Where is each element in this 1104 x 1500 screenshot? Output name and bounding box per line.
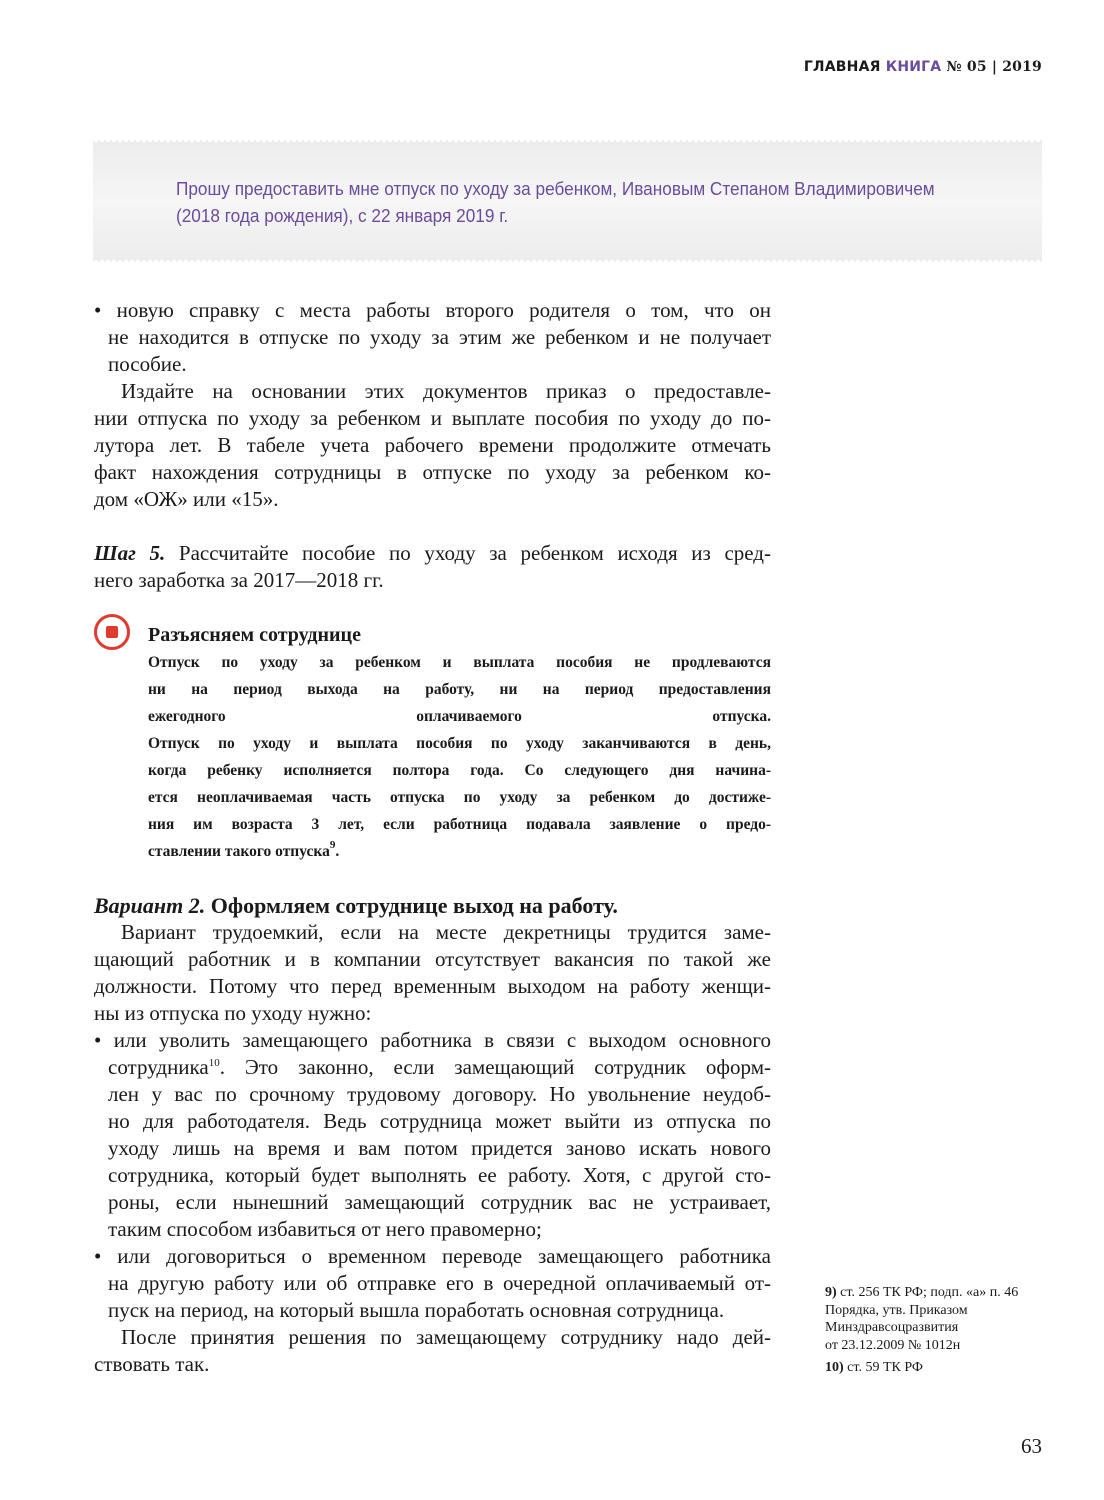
footnote-number: 9) <box>825 1285 837 1300</box>
text-line: Вариант трудоемкий, если на месте декретницы трудится заме- <box>121 920 771 944</box>
text-line: Издайте на основании этих документов приказ о предоставле- <box>121 379 771 403</box>
text-line: сотрудника, который будет выполнять ее работу. Хотя, с другой сто- <box>108 1163 771 1187</box>
footnote-ref[interactable]: 10 <box>208 1057 220 1069</box>
info-stop-icon <box>94 614 130 650</box>
variant-label: Вариант 2. <box>94 893 206 918</box>
text-line: роны, если нынешний замещающий сотрудник вас не устраивает, <box>108 1190 771 1214</box>
body-text-bottom <box>94 892 771 1378</box>
step-label: Шаг 5. <box>94 541 166 565</box>
body-text-top <box>94 297 771 594</box>
text-line: на другую работу или об отправке его в очередной оплачиваемый от- <box>108 1271 771 1295</box>
text: . Это законно, если замещающий сотрудник оформ- <box>219 1055 771 1079</box>
variant-heading <box>94 892 771 919</box>
paragraph <box>94 378 771 513</box>
brand-part1: ГЛАВНАЯ <box>803 59 881 75</box>
text-line: таким способом избавиться от него правомерно; <box>108 1217 542 1241</box>
text-line: ны из отпуска по уходу нужно: <box>94 1001 372 1025</box>
text-line: ния им возраста 3 лет, если работница подавала заявление о предо- <box>148 816 771 833</box>
text-line: уходу лишь на время и вам потом придется заново искать нового <box>108 1136 771 1160</box>
issue-number: № 05 | 2019 <box>946 59 1042 75</box>
text-line: не находится в отпуске по уходу за этим же ребенком и не получает <box>108 325 771 349</box>
step-5-line: него заработка за 2017—2018 гг. <box>94 568 384 592</box>
step-text: Рассчитайте пособие по уходу за ребенком исходя из сред- <box>165 541 771 565</box>
sample-statement-text <box>176 175 935 229</box>
paragraph <box>94 1324 771 1378</box>
text-line: • новую справку с места работы второго родителя о том, что он <box>94 298 771 322</box>
text-line <box>94 1054 771 1081</box>
text-line: щающий работник и в компании отсутствует вакансия по такой же <box>94 947 771 971</box>
statement-line: (2018 года рождения), с 22 января 2019 г. <box>176 205 509 226</box>
footnotes <box>825 1284 1045 1377</box>
footnote-number: 10) <box>825 1360 844 1375</box>
footnote-text: от 23.12.2009 № 1012н <box>825 1337 961 1353</box>
running-header <box>804 59 1042 75</box>
callout-line <box>148 838 771 865</box>
paragraph <box>94 919 771 1027</box>
footnote-text: ст. 59 ТК РФ <box>843 1360 923 1375</box>
text-line: но для работодателя. Ведь сотрудница может выйти из отпуска по <box>108 1109 771 1133</box>
text-line: пособие. <box>108 352 187 376</box>
text-line: лутора лет. В табеле учета рабочего времени продолжите отмечать <box>94 433 771 457</box>
text-line: нии отпуска по уходу за ребенком и выплате пособия по уходу до по- <box>94 406 771 430</box>
statement-line: Прошу предоставить мне отпуск по уходу за ребенком, Ивановым Степаном Владимировичем <box>176 178 935 199</box>
callout-text: ставлении такого отпуска <box>148 843 330 860</box>
text-line: дом «ОЖ» или «15». <box>94 487 279 511</box>
page-number: 63 <box>1021 1434 1042 1458</box>
brand-part2: КНИГА <box>885 59 942 75</box>
text-line: лен у вас по срочному трудовому договору. Но увольнение неудоб- <box>108 1082 771 1106</box>
text-line: ежегодного оплачиваемого отпуска. <box>148 708 771 725</box>
callout-title: Разъясняем сотруднице <box>148 624 361 646</box>
text-line: ствовать так. <box>94 1352 210 1376</box>
callout-text: . <box>335 843 340 860</box>
text-line: Отпуск по уходу и выплата пособия по уходу заканчиваются в день, <box>148 735 771 752</box>
footnote-text: ст. 256 ТК РФ; подп. «а» п. 46 <box>836 1285 1019 1300</box>
paragraph <box>94 1081 771 1243</box>
sample-statement-box <box>93 140 1042 262</box>
text-line: факт нахождения сотрудницы в отпуске по уходу за ребенком ко- <box>94 460 771 484</box>
footnote-text: Минздравсоцразвития <box>825 1320 959 1335</box>
explain-callout <box>148 622 771 865</box>
paragraph <box>148 649 771 838</box>
footnote-ref[interactable]: 9 <box>329 839 336 851</box>
variant-title: Оформляем сотруднице выход на работу. <box>205 893 618 918</box>
step-5-line <box>94 540 771 567</box>
text: сотрудника <box>108 1055 209 1079</box>
text-line: Отпуск по уходу за ребенком и выплата пособия не продлеваются <box>148 654 771 671</box>
paragraph <box>94 1243 771 1324</box>
text-line: • или договориться о временном переводе замещающего работника <box>94 1244 771 1268</box>
text-line: когда ребенку исполняется полтора года. Со следующего дня начина- <box>148 762 771 779</box>
footnote-9 <box>825 1284 1045 1354</box>
text-line: ни на период выхода на работу, ни на период предоставления <box>148 681 771 698</box>
text-line: После принятия решения по замещающему сотруднику надо дей- <box>121 1325 771 1349</box>
text-line: • или уволить замещающего работника в связи с выходом основного <box>94 1028 771 1052</box>
text-line: должности. Потому что перед временным выходом на работу женщи- <box>94 974 771 998</box>
paragraph <box>94 297 771 378</box>
footnote-text: Порядка, утв. Приказом <box>825 1302 968 1318</box>
footnote-10 <box>825 1359 1045 1377</box>
text-line: пуск на период, на который вышла поработать основная сотрудница. <box>108 1298 725 1322</box>
text-line: ется неоплачиваемая часть отпуска по уходу за ребенком до достиже- <box>148 789 771 806</box>
